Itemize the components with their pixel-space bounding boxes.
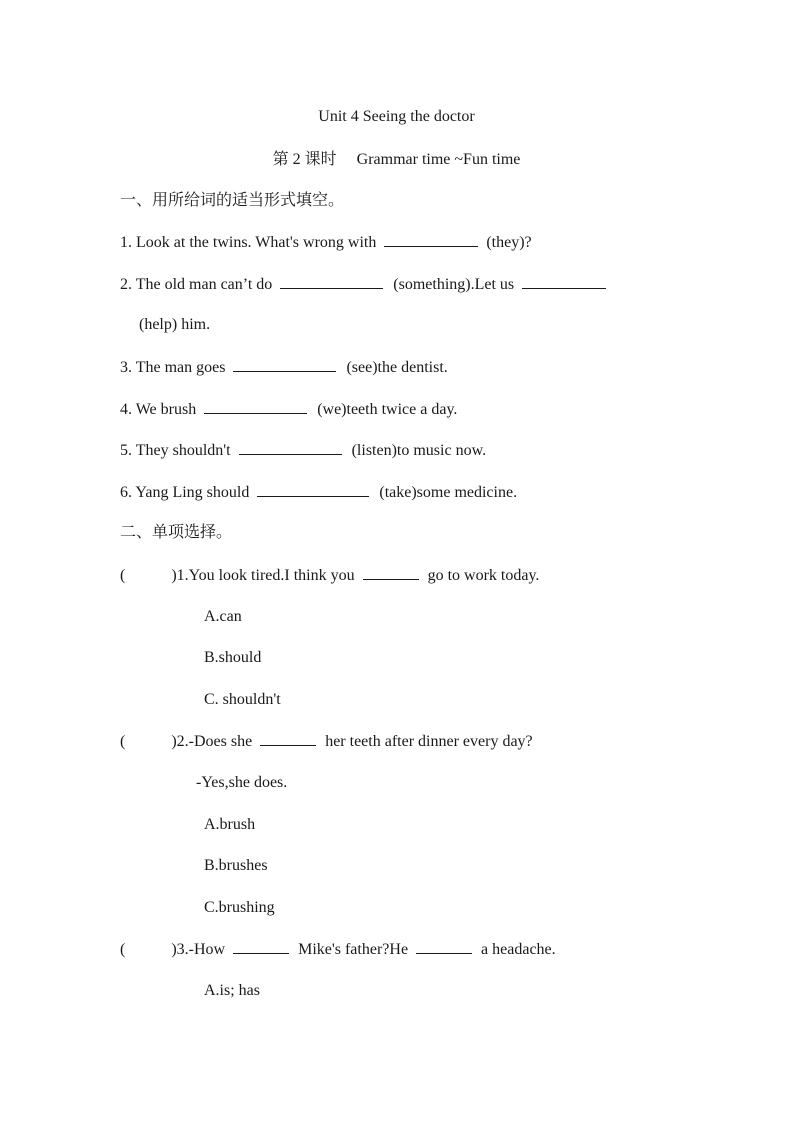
mc2-option-c[interactable]: C.brushing bbox=[204, 899, 275, 916]
q5-text: 5. They shouldn't bbox=[120, 442, 231, 459]
mc3-option-a[interactable]: A.is; has bbox=[204, 982, 260, 999]
fill-question-3 bbox=[120, 357, 448, 378]
mc3-stem-mid: Mike's father?He bbox=[298, 941, 409, 958]
section1-heading: 一、用所给词的适当形式填空。 bbox=[120, 192, 345, 209]
fill-question-4 bbox=[120, 399, 457, 420]
q6-text: 6. Yang Ling should bbox=[120, 484, 250, 501]
q4-hint: (we)teeth twice a day. bbox=[317, 401, 458, 418]
q4-text: 4. We brush bbox=[120, 401, 197, 418]
q2-continuation: (help) him. bbox=[139, 316, 211, 333]
mc1-stem: )1.You look tired.I think you bbox=[171, 567, 355, 584]
q1-text: 1. Look at the twins. What's wrong with bbox=[120, 234, 377, 251]
q6-hint: (take)some medicine. bbox=[379, 484, 518, 501]
fill-question-6 bbox=[120, 482, 517, 503]
mc3-stem: )3.-How bbox=[171, 941, 226, 958]
answer-blank[interactable] bbox=[204, 399, 307, 414]
q5-hint: (listen)to music now. bbox=[351, 442, 487, 459]
mc1-option-a[interactable]: A.can bbox=[204, 608, 242, 625]
mc-question-2 bbox=[120, 731, 533, 752]
mc3-stem-end: a headache. bbox=[481, 941, 556, 958]
mc-question-3 bbox=[120, 939, 556, 960]
q3-hint: (see)the dentist. bbox=[346, 359, 448, 376]
answer-blank[interactable] bbox=[233, 939, 289, 954]
mc1-option-b[interactable]: B.should bbox=[204, 649, 262, 666]
mc2-stem: )2.-Does she bbox=[171, 733, 253, 750]
answer-blank[interactable] bbox=[363, 565, 419, 580]
answer-blank[interactable] bbox=[233, 357, 336, 372]
answer-paren[interactable]: ( bbox=[120, 733, 126, 750]
mc1-option-c[interactable]: C. shouldn't bbox=[204, 691, 281, 708]
lesson-topic: Grammar time ~Fun time bbox=[356, 151, 521, 168]
fill-question-1 bbox=[120, 232, 532, 253]
answer-paren[interactable]: ( bbox=[120, 567, 126, 584]
q1-hint: (they)? bbox=[486, 234, 532, 251]
fill-question-5 bbox=[120, 440, 486, 461]
fill-question-2 bbox=[120, 274, 606, 295]
lesson-label: 第 2 课时 bbox=[272, 151, 337, 168]
answer-blank[interactable] bbox=[416, 939, 472, 954]
mc1-stem-end: go to work today. bbox=[427, 567, 540, 584]
page-title: Unit 4 Seeing the doctor bbox=[318, 108, 475, 125]
mc2-option-b[interactable]: B.brushes bbox=[204, 857, 268, 874]
section2-heading: 二、单项选择。 bbox=[120, 524, 233, 541]
answer-blank[interactable] bbox=[260, 731, 316, 746]
page-subtitle bbox=[0, 150, 793, 170]
answer-blank[interactable] bbox=[280, 274, 383, 289]
q2-mid: (something).Let us bbox=[393, 276, 515, 293]
answer-paren[interactable]: ( bbox=[120, 941, 126, 958]
q3-text: 3. The man goes bbox=[120, 359, 226, 376]
mc2-dialogue-answer: -Yes,she does. bbox=[196, 774, 288, 791]
q2-text: 2. The old man can’t do bbox=[120, 276, 273, 293]
answer-blank[interactable] bbox=[384, 232, 478, 247]
answer-blank[interactable] bbox=[239, 440, 342, 455]
mc2-option-a[interactable]: A.brush bbox=[204, 816, 256, 833]
mc-question-1 bbox=[120, 565, 539, 586]
answer-blank[interactable] bbox=[522, 274, 606, 289]
mc2-stem-end: her teeth after dinner every day? bbox=[325, 733, 533, 750]
answer-blank[interactable] bbox=[257, 482, 369, 497]
